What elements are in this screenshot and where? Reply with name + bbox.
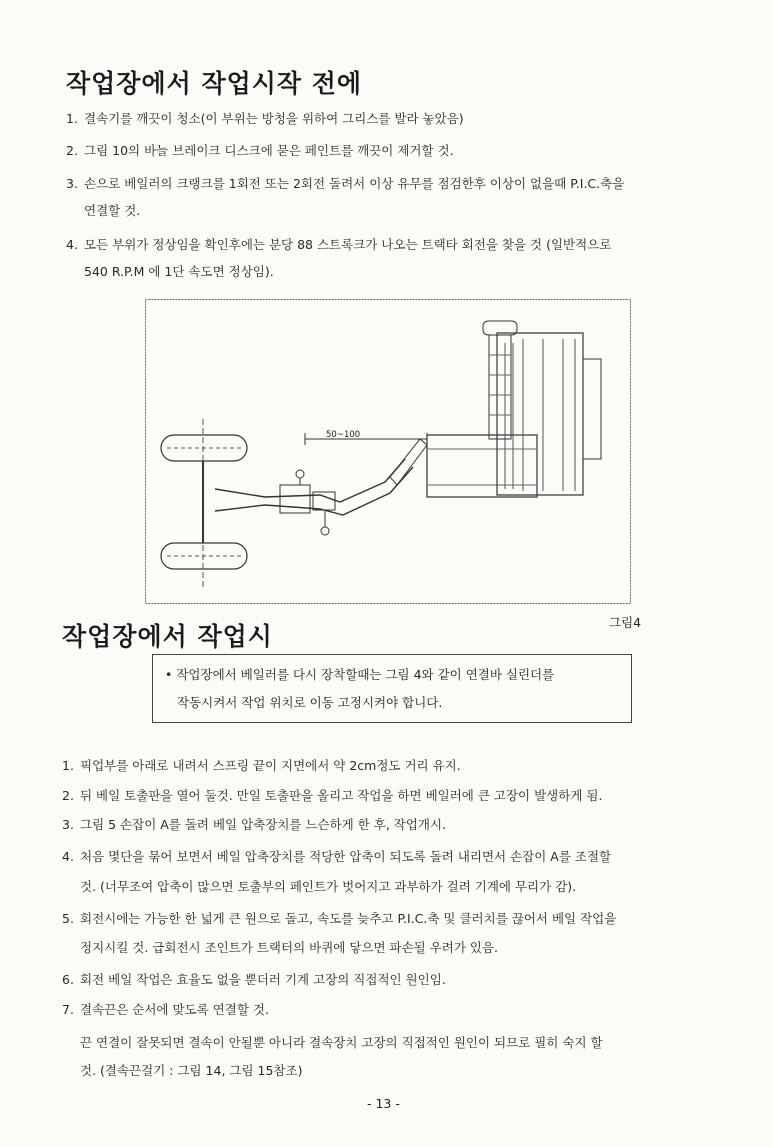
list-item: 3. 그림 5 손잡이 A를 돌려 베일 압축장치를 느슨하게 한 후, 작업개시.: [62, 817, 447, 832]
dimension-label: 50~100: [326, 430, 361, 440]
section-title-before-work: 작업장에서 작업시작 전에: [66, 69, 363, 98]
list-item-continuation: 것. (결속끈걸기 : 그림 14, 그림 15참조): [80, 1063, 303, 1078]
baler-hitch-diagram: [145, 299, 631, 604]
note-line: • 작업장에서 베일러를 다시 장착할때는 그림 4와 같이 연결바 실린더를: [165, 667, 555, 682]
list-item: 4. 처음 몇단을 묶어 보면서 베일 압축장치를 적당한 압축이 되도록 돌려 내리면서 손잡이 A를 조절할: [62, 849, 612, 864]
list-item-continuation: 끈 연결이 잘못되면 결속이 안될뿐 아니라 결속장치 고장의 직접적인 원인이 되므로 필히 숙지 할: [80, 1035, 603, 1050]
list-item: 7. 결속끈은 순서에 맞도록 연결할 것.: [62, 1002, 269, 1017]
list-item: 4. 모든 부위가 정상임을 확인후에는 분당 88 스트록크가 나오는 트랙타 회전을 찾을 것 (일반적으로: [66, 237, 612, 252]
list-item-continuation: 정지시킬 것. 급회전시 조인트가 트랙터의 바퀴에 닿으면 파손될 우려가 있음.: [80, 940, 499, 955]
list-item: 1. 결속기를 깨끗이 청소(이 부위는 방청을 위하여 그리스를 발라 놓았음): [66, 111, 464, 126]
list-item: 5. 회전시에는 가능한 한 넓게 큰 원으로 돌고, 속도를 늦추고 P.I.C.축 및 클러치를 끊어서 베일 작업을: [62, 911, 617, 926]
list-item-continuation: 것. (너무조여 압축이 많으면 토출부의 페인트가 벗어지고 과부하가 걸려 기계에 무리가 감).: [80, 879, 577, 894]
list-item-continuation: 연결할 것.: [84, 203, 141, 218]
list-item: 3. 손으로 베일러의 크랭크를 1회전 또는 2회전 돌려서 이상 유무를 점검한후 이상이 없을때 P.I.C.축을: [66, 176, 625, 191]
list-item: 2. 그림 10의 바늘 브레이크 디스크에 묻은 페인트를 깨끗이 제거할 것.: [66, 143, 454, 158]
note-box: [152, 654, 632, 723]
figure-caption: 그림4: [609, 615, 642, 630]
bullet: •: [165, 667, 173, 682]
list-item-continuation: 540 R.P.M 에 1단 속도면 정상임).: [84, 264, 274, 279]
list-item: 1. 픽업부를 아래로 내려서 스프링 끝이 지면에서 약 2cm정도 거리 유지.: [62, 758, 461, 773]
list-item: 6. 회전 베일 작업은 효율도 없을 뿐더러 기계 고장의 직접적인 원인임.: [62, 972, 446, 987]
page-number: - 13 -: [367, 1096, 400, 1111]
note-line: 작동시켜서 작업 위치로 이동 고정시켜야 합니다.: [177, 695, 443, 710]
section-title-during-work: 작업장에서 작업시: [62, 622, 273, 651]
list-item: 2. 뒤 베일 토출판을 열어 둘것. 만일 토출판을 올리고 작업을 하면 베일러에 큰 고장이 발생하게 됨.: [62, 788, 603, 803]
